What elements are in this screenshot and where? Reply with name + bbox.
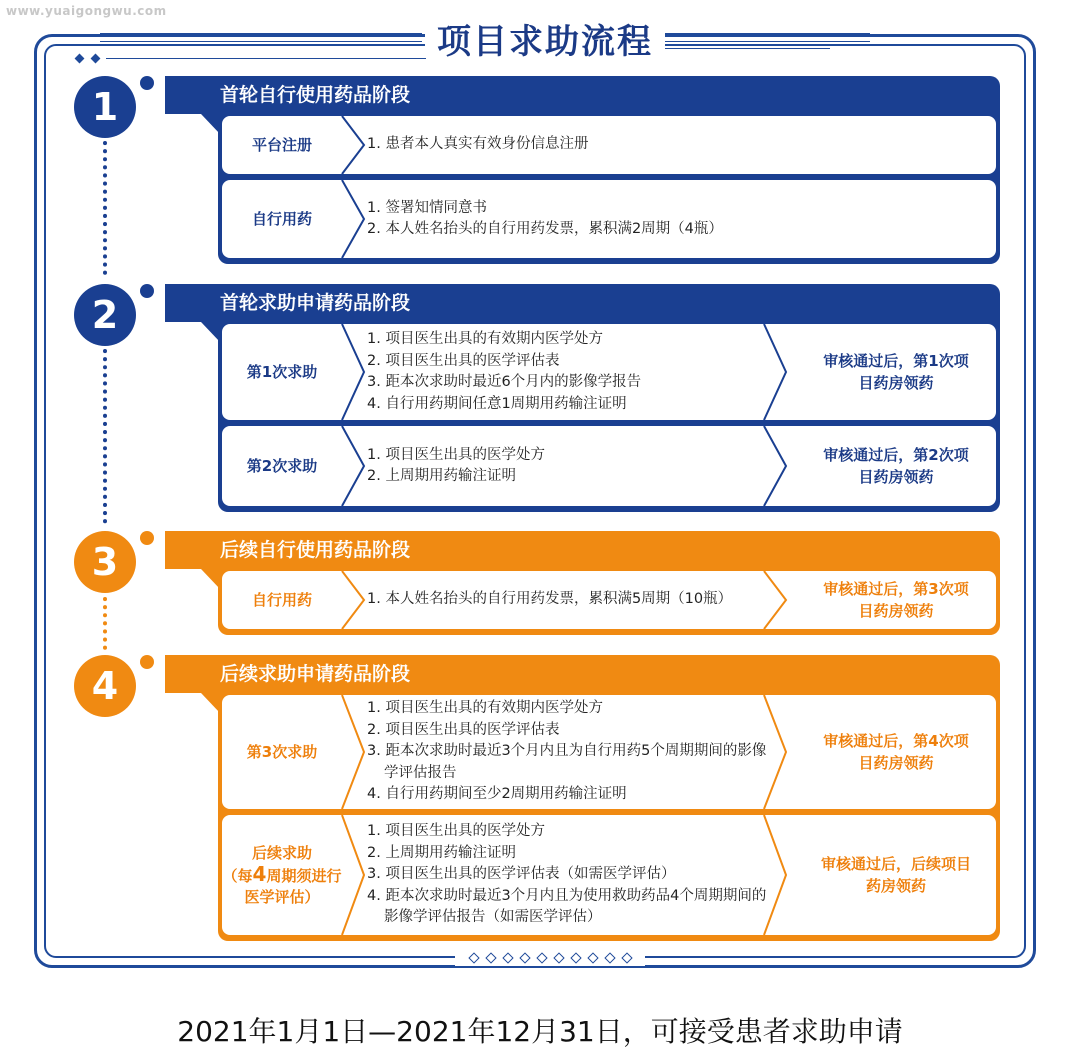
title-rule-left-thin [100,41,422,42]
stage-header: 首轮自行使用药品阶段 [165,76,1000,114]
requirement-item: 1. 签署知情同意书 [367,199,487,216]
requirement-item: 2. 项目医生出具的医学评估表 [367,721,560,738]
row-label: 自行用药 [251,590,312,609]
requirement-item: 2. 本人姓名抬头的自行用药发票，累积满2周期（4瓶） [367,221,723,237]
row-requirements [367,571,732,629]
stage-row [222,324,996,420]
requirement-item: 1. 项目医生出具的有效期内医学处方 [367,331,603,347]
stage-box [218,322,1000,512]
row-requirements [367,815,767,935]
stage-row [222,116,996,174]
stage-number-badge: 4 [74,655,136,717]
title-rule-right-thin2 [665,48,830,49]
row-result: 审核通过后，第4次项目药房领药 [823,732,969,772]
requirement-item: 1. 本人姓名抬头的自行用药发票，累积满5周期（10瓶） [367,591,733,608]
label-line: 医学评估） [244,887,320,906]
stage-dot [140,284,154,298]
row-label: 第2次求助 [246,456,318,475]
title-rule-left [100,33,422,36]
stage-dot [140,655,154,669]
connector-dots [102,596,108,656]
requirement-item: 3. 距本次求助时最近6个月内的影像学报告 [367,374,642,390]
connector-dots [102,348,108,530]
stage-number-badge: 1 [74,76,136,138]
stage-box [218,693,1000,941]
watermark: www.yuaigongwu.com [6,4,167,18]
stage-row [222,695,996,809]
row-requirements [367,426,545,506]
stage-box [218,569,1000,635]
row-label: 第3次求助 [246,742,318,761]
chevron-right-icon [756,695,796,809]
requirement-item: 3. 距本次求助时最近3个月内且为自行用药5个周期期间的影像学评估报告 [367,743,767,781]
requirement-item: 1. 项目医生出具的医学处方 [367,446,545,463]
stage-number-badge: 3 [74,531,136,593]
chevron-right-icon [756,571,796,629]
bottom-mask [455,950,645,966]
requirement-item: 1. 患者本人真实有效身份信息注册 [367,136,589,153]
requirement-item: 4. 距本次求助时最近3个月内且为使用救助药品4个周期期间的影像学评估报告（如需医学评估） [367,887,767,926]
requirement-item: 1. 项目医生出具的医学处方 [367,823,545,840]
label-line: 后续求助 [251,843,312,862]
row-result: 审核通过后，第3次项目药房领药 [823,580,969,620]
stage-row [222,180,996,258]
footer-note: 2021年1月1日—2021年12月31日，可接受患者求助申请 [177,1015,903,1048]
row-result: 审核通过后，第1次项目药房领药 [823,352,969,392]
requirement-item: 1. 项目医生出具的有效期内医学处方 [367,700,603,717]
row-requirements [367,695,767,809]
stage-header: 首轮求助申请药品阶段 [165,284,1000,322]
page-title: 项目求助流程 [437,22,653,62]
top-rule [106,58,426,59]
chevron-right-icon [756,815,796,935]
stage-header: 后续自行使用药品阶段 [165,531,1000,569]
requirement-item: 3. 项目医生出具的医学评估表（如需医学评估） [367,866,676,883]
stage-row [222,426,996,506]
row-requirements [367,180,723,258]
stage-header: 后续求助申请药品阶段 [165,655,1000,693]
requirement-item: 4. 自行用药期间任意1周期用药输注证明 [367,395,627,412]
stage-dot [140,531,154,545]
stage-box [218,114,1000,264]
row-result: 审核通过后，第2次项目药房领药 [823,446,969,486]
title-rule-right-thin [665,41,870,42]
title-rule-right [665,33,870,36]
stage-row [222,571,996,629]
row-label [222,815,342,935]
row-label: 第1次求助 [246,362,318,381]
row-label: 自行用药 [251,209,312,228]
chevron-right-icon [756,426,796,506]
requirement-item: 2. 上周期用药输注证明 [367,844,516,861]
requirement-item: 2. 上周期用药输注证明 [367,468,516,484]
stage-row [222,815,996,935]
requirement-item: 2. 项目医生出具的医学评估表 [367,352,560,369]
stage-number-badge: 2 [74,284,136,346]
row-result: 审核通过后，后续项目药房领药 [820,855,971,895]
chevron-right-icon [756,324,796,420]
label-line: （每4周期须进行 [222,861,342,886]
connector-dots [102,140,108,280]
row-requirements [367,116,588,174]
row-requirements [367,324,641,420]
stage-dot [140,76,154,90]
requirement-item: 4. 自行用药期间至少2周期用药输注证明 [367,786,627,803]
row-label: 平台注册 [251,135,312,154]
